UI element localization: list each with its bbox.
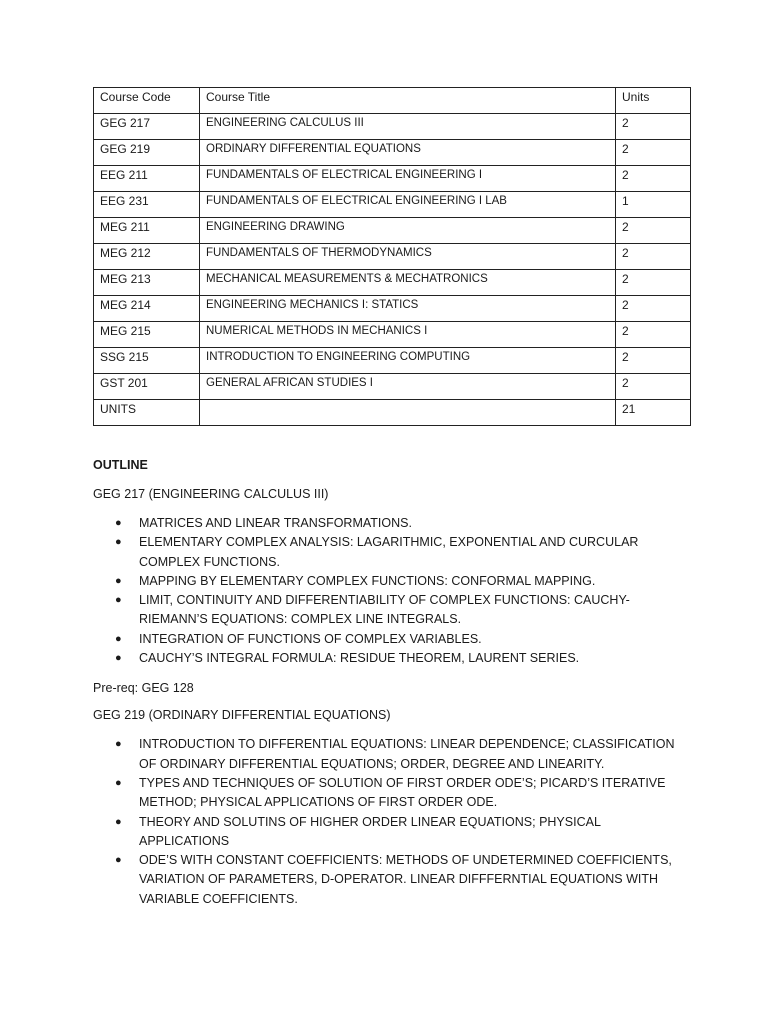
cell-course-title: GENERAL AFRICAN STUDIES I [200,374,616,400]
list-item [93,851,693,909]
cell-course-title: ENGINEERING MECHANICS I: STATICS [200,296,616,322]
cell-course-title: MECHANICAL MEASUREMENTS & MECHATRONICS [200,270,616,296]
bullet-icon: ● [115,594,122,607]
course-table-body [94,88,691,426]
prereq-geg217: Pre-req: GEG 128 [93,681,194,696]
cell-course-title: ENGINEERING DRAWING [200,218,616,244]
cell-course-code: MEG 213 [94,270,200,296]
cell-course-title: ENGINEERING CALCULUS III [200,114,616,140]
table-row [94,348,691,374]
cell-course-code: GEG 219 [94,140,200,166]
bullet-icon: ● [115,632,122,645]
table-row [94,140,691,166]
cell-course-code: EEG 211 [94,166,200,192]
bullet-icon: ● [115,854,122,867]
cell-course-code: SSG 215 [94,348,200,374]
bullet-icon: ● [115,738,122,751]
list-item-text: TYPES AND TECHNIQUES OF SOLUTION OF FIRST ORDER ODE’S; PICARD’S ITERATIVE METHOD; PHYSICAL APPLICATIONS OF FIRST ORDER ODE. [139,775,666,810]
cell-units: 2 [616,296,691,322]
cell-course-title: FUNDAMENTALS OF THERMODYNAMICS [200,244,616,270]
list-item-text: INTRODUCTION TO DIFFERENTIAL EQUATIONS: LINEAR DEPENDENCE; CLASSIFICATION OF ORDINARY DIFFERENTIAL EQUATIONS; ORDER, DEGREE AND LINEARITY. [139,737,675,771]
list-item [93,533,693,572]
bullet-icon: ● [115,536,122,549]
list-item-text: ODE’S WITH CONSTANT COEFFICIENTS: METHODS OF UNDETERMINED COEFFICIENTS, VARIATION OF PARAMETERS, D-OPERATOR. LINEAR DIFFFERNTIAL EQUATIONS WITH VARIABLE COEFFICIENTS. [139,853,672,906]
list-item [93,591,693,630]
cell-course-code: MEG 212 [94,244,200,270]
bullet-icon: ● [115,574,122,587]
list-item-text: MAPPING BY ELEMENTARY COMPLEX FUNCTIONS: CONFORMAL MAPPING. [139,573,596,588]
cell-units: 2 [616,140,691,166]
cell-course-title [200,400,616,426]
table-row [94,114,691,140]
table-row [94,296,691,322]
list-item [93,572,693,591]
cell-units: 2 [616,348,691,374]
cell-units: 2 [616,322,691,348]
cell-units: 2 [616,374,691,400]
list-item-text: ELEMENTARY COMPLEX ANALYSIS: LAGARITHMIC, EXPONENTIAL AND CURCULAR COMPLEX FUNCTIONS. [139,535,639,569]
table-row [94,192,691,218]
table-row [94,374,691,400]
cell-course-code: MEG 215 [94,322,200,348]
bullet-list-geg219 [93,735,693,909]
section-title-geg217: GEG 217 (ENGINEERING CALCULUS III) [93,487,329,501]
cell-course-title: FUNDAMENTALS OF ELECTRICAL ENGINEERING I LAB [200,192,616,218]
list-item-text: CAUCHY’S INTEGRAL FORMULA: RESIDUE THEOREM, LAURENT SERIES. [139,651,580,666]
cell-course-code: MEG 214 [94,296,200,322]
cell-course-title: FUNDAMENTALS OF ELECTRICAL ENGINEERING I [200,166,616,192]
header-course-title: Course Title [200,88,616,114]
table-header-row [94,88,691,114]
list-item [93,774,693,813]
cell-course-code: GST 201 [94,374,200,400]
bullet-icon: ● [115,815,122,828]
list-item [93,649,693,668]
cell-units: 2 [616,218,691,244]
cell-units: 2 [616,114,691,140]
cell-units: 2 [616,166,691,192]
cell-course-title: INTRODUCTION TO ENGINEERING COMPUTING [200,348,616,374]
list-item-text: MATRICES AND LINEAR TRANSFORMATIONS. [139,516,412,530]
cell-units: 2 [616,270,691,296]
bullet-list-geg217 [93,514,693,668]
cell-units: 2 [616,244,691,270]
list-item-text: LIMIT, CONTINUITY AND DIFFERENTIABILITY OF COMPLEX FUNCTIONS: CAUCHY-RIEMANN’S EQUATIONS: COMPLEX LINE INTEGRALS. [139,593,630,627]
table-row [94,400,691,426]
outline-heading: OUTLINE [93,458,148,472]
outline-content [93,457,693,909]
cell-course-title: ORDINARY DIFFERENTIAL EQUATIONS [200,140,616,166]
cell-course-title: NUMERICAL METHODS IN MECHANICS I [200,322,616,348]
cell-units: 21 [616,400,691,426]
cell-units: 1 [616,192,691,218]
list-item [93,735,693,774]
list-item [93,630,693,649]
table-row [94,244,691,270]
table-row [94,218,691,244]
list-item-text: THEORY AND SOLUTINS OF HIGHER ORDER LINEAR EQUATIONS; PHYSICAL APPLICATIONS [139,814,601,848]
course-table [93,87,691,426]
header-course-code: Course Code [94,88,200,114]
bullet-icon: ● [115,517,122,529]
list-item-text: INTEGRATION OF FUNCTIONS OF COMPLEX VARIABLES. [139,631,482,646]
list-item [93,813,693,852]
cell-course-code: EEG 231 [94,192,200,218]
header-units: Units [616,88,691,114]
cell-course-code: MEG 211 [94,218,200,244]
list-item [93,514,693,533]
bullet-icon: ● [115,776,122,789]
table-row [94,270,691,296]
cell-course-code: GEG 217 [94,114,200,140]
table-row [94,322,691,348]
bullet-icon: ● [115,652,122,665]
cell-course-code: UNITS [94,400,200,426]
table-row [94,166,691,192]
section-title-geg219: GEG 219 (ORDINARY DIFFERENTIAL EQUATIONS) [93,708,391,723]
